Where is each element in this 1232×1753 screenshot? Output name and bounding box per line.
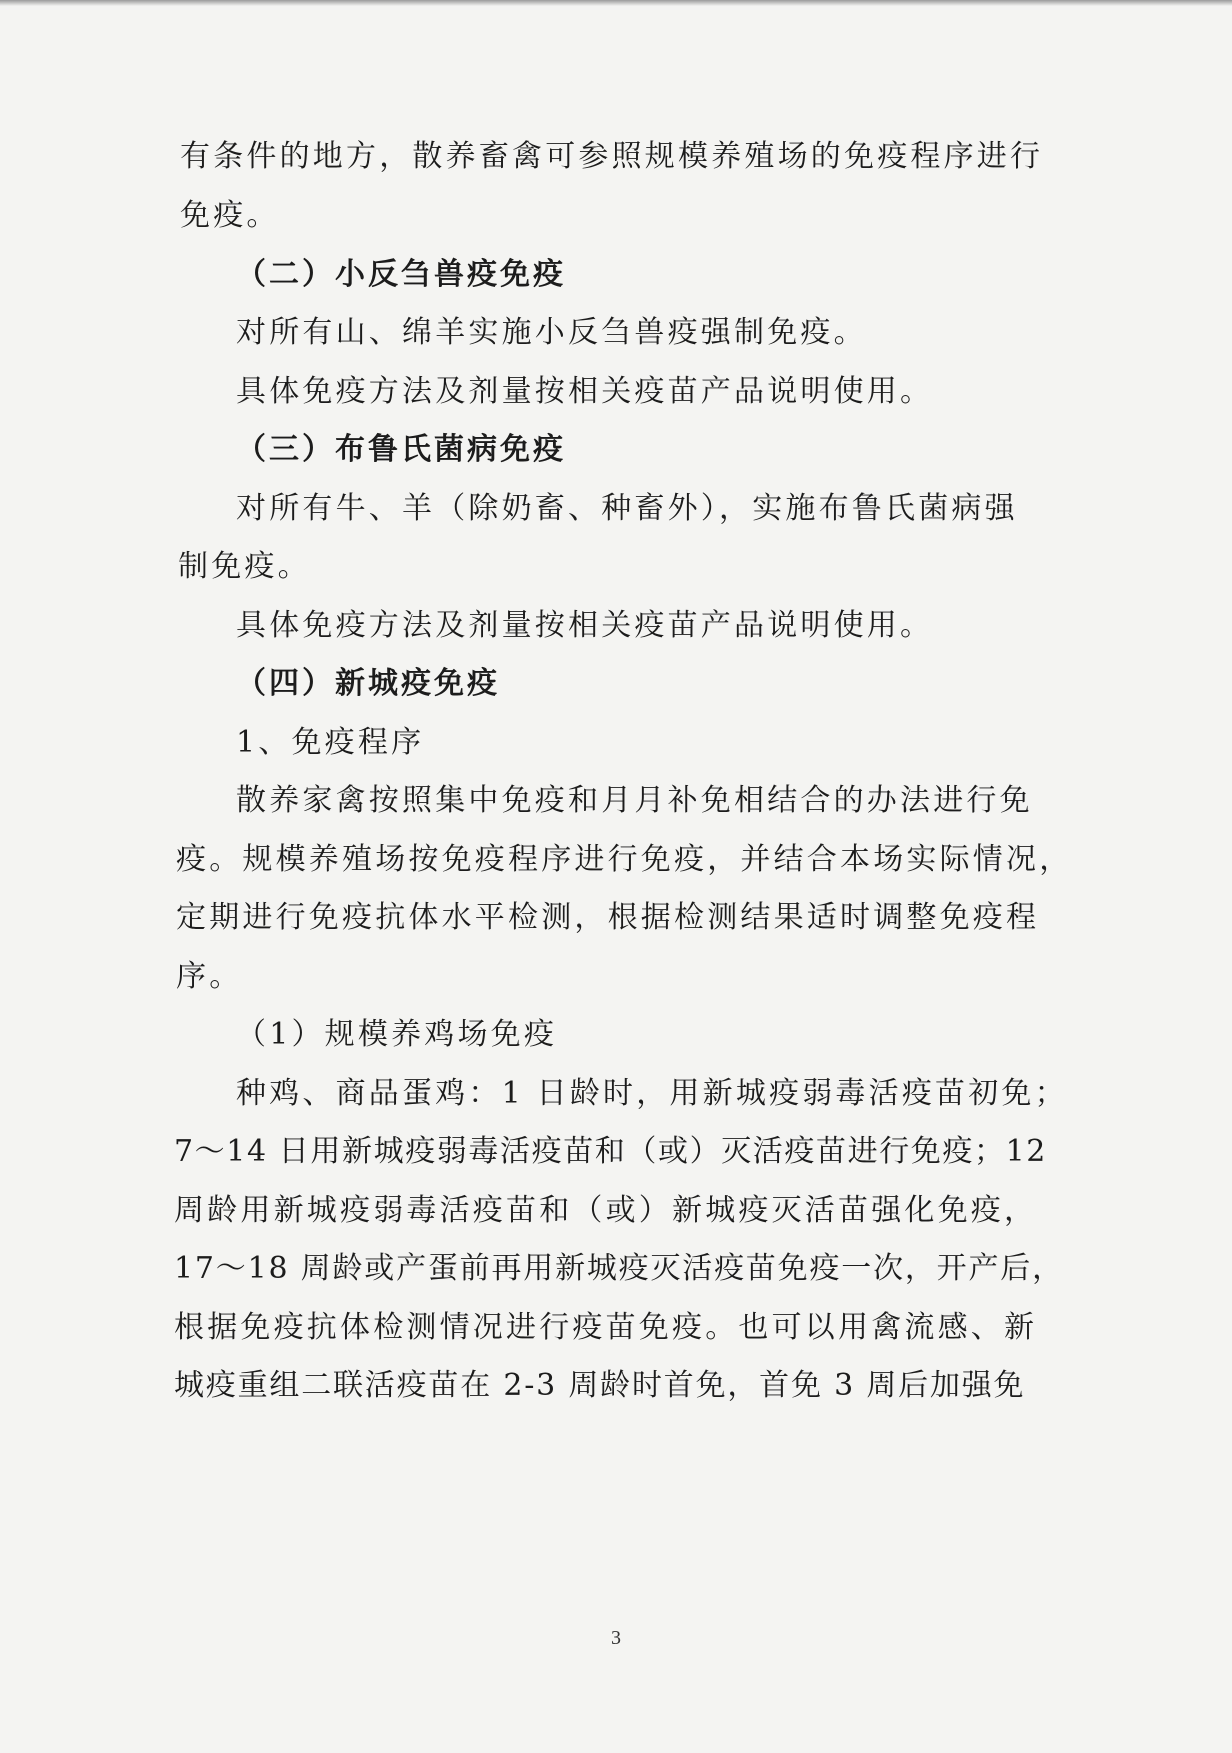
text-line: 种鸡、商品蛋鸡：1 日龄时，用新城疫弱毒活疫苗初免； bbox=[236, 1076, 1068, 1111]
scan-edge bbox=[0, 0, 1232, 6]
text-line: 具体免疫方法及剂量按相关疫苗产品说明使用。 bbox=[236, 608, 934, 643]
page-number: 3 bbox=[611, 1627, 621, 1649]
text-line: 定期进行免疫抗体水平检测，根据检测结果适时调整免疫程 bbox=[176, 900, 1040, 935]
text-line: 序。 bbox=[176, 959, 243, 994]
text-line: 免疫。 bbox=[180, 198, 280, 233]
text-line: 17～18 周龄或产蛋前再用新城疫灭活疫苗免疫一次，开产后， bbox=[174, 1251, 1064, 1286]
text-line: 具体免疫方法及剂量按相关疫苗产品说明使用。 bbox=[236, 374, 934, 409]
text-line: 城疫重组二联活疫苗在 2-3 周龄时首免，首免 3 周后加强免 bbox=[174, 1368, 1026, 1403]
text-line: 对所有山、绵羊实施小反刍兽疫强制免疫。 bbox=[236, 315, 867, 350]
text-line: 周龄用新城疫弱毒活疫苗和（或）新城疫灭活苗强化免疫， bbox=[174, 1193, 1038, 1228]
text-line: 有条件的地方，散养畜禽可参照规模养殖场的免疫程序进行 bbox=[180, 139, 1044, 174]
text-line: 疫。规模养殖场按免疫程序进行免疫，并结合本场实际情况， bbox=[176, 842, 1073, 877]
text-line: 对所有牛、羊（除奶畜、种畜外），实施布鲁氏菌病强 bbox=[236, 491, 1018, 526]
text-line: 制免疫。 bbox=[178, 549, 311, 584]
text-line: 散养家禽按照集中免疫和月月补免相结合的办法进行免 bbox=[236, 783, 1033, 818]
text-line: 7～14 日用新城疫弱毒活疫苗和（或）灭活疫苗进行免疫；12 bbox=[174, 1134, 1047, 1169]
section-heading: （二）小反刍兽疫免疫 bbox=[236, 257, 566, 292]
subsection-heading: 1、免疫程序 bbox=[236, 725, 425, 760]
text-line: 根据免疫抗体检测情况进行疫苗免疫。也可以用禽流感、新 bbox=[174, 1310, 1038, 1345]
section-heading: （四）新城疫免疫 bbox=[236, 666, 500, 701]
subsection-heading: （1）规模养鸡场免疫 bbox=[236, 1017, 558, 1052]
section-heading: （三）布鲁氏菌病免疫 bbox=[236, 432, 566, 467]
